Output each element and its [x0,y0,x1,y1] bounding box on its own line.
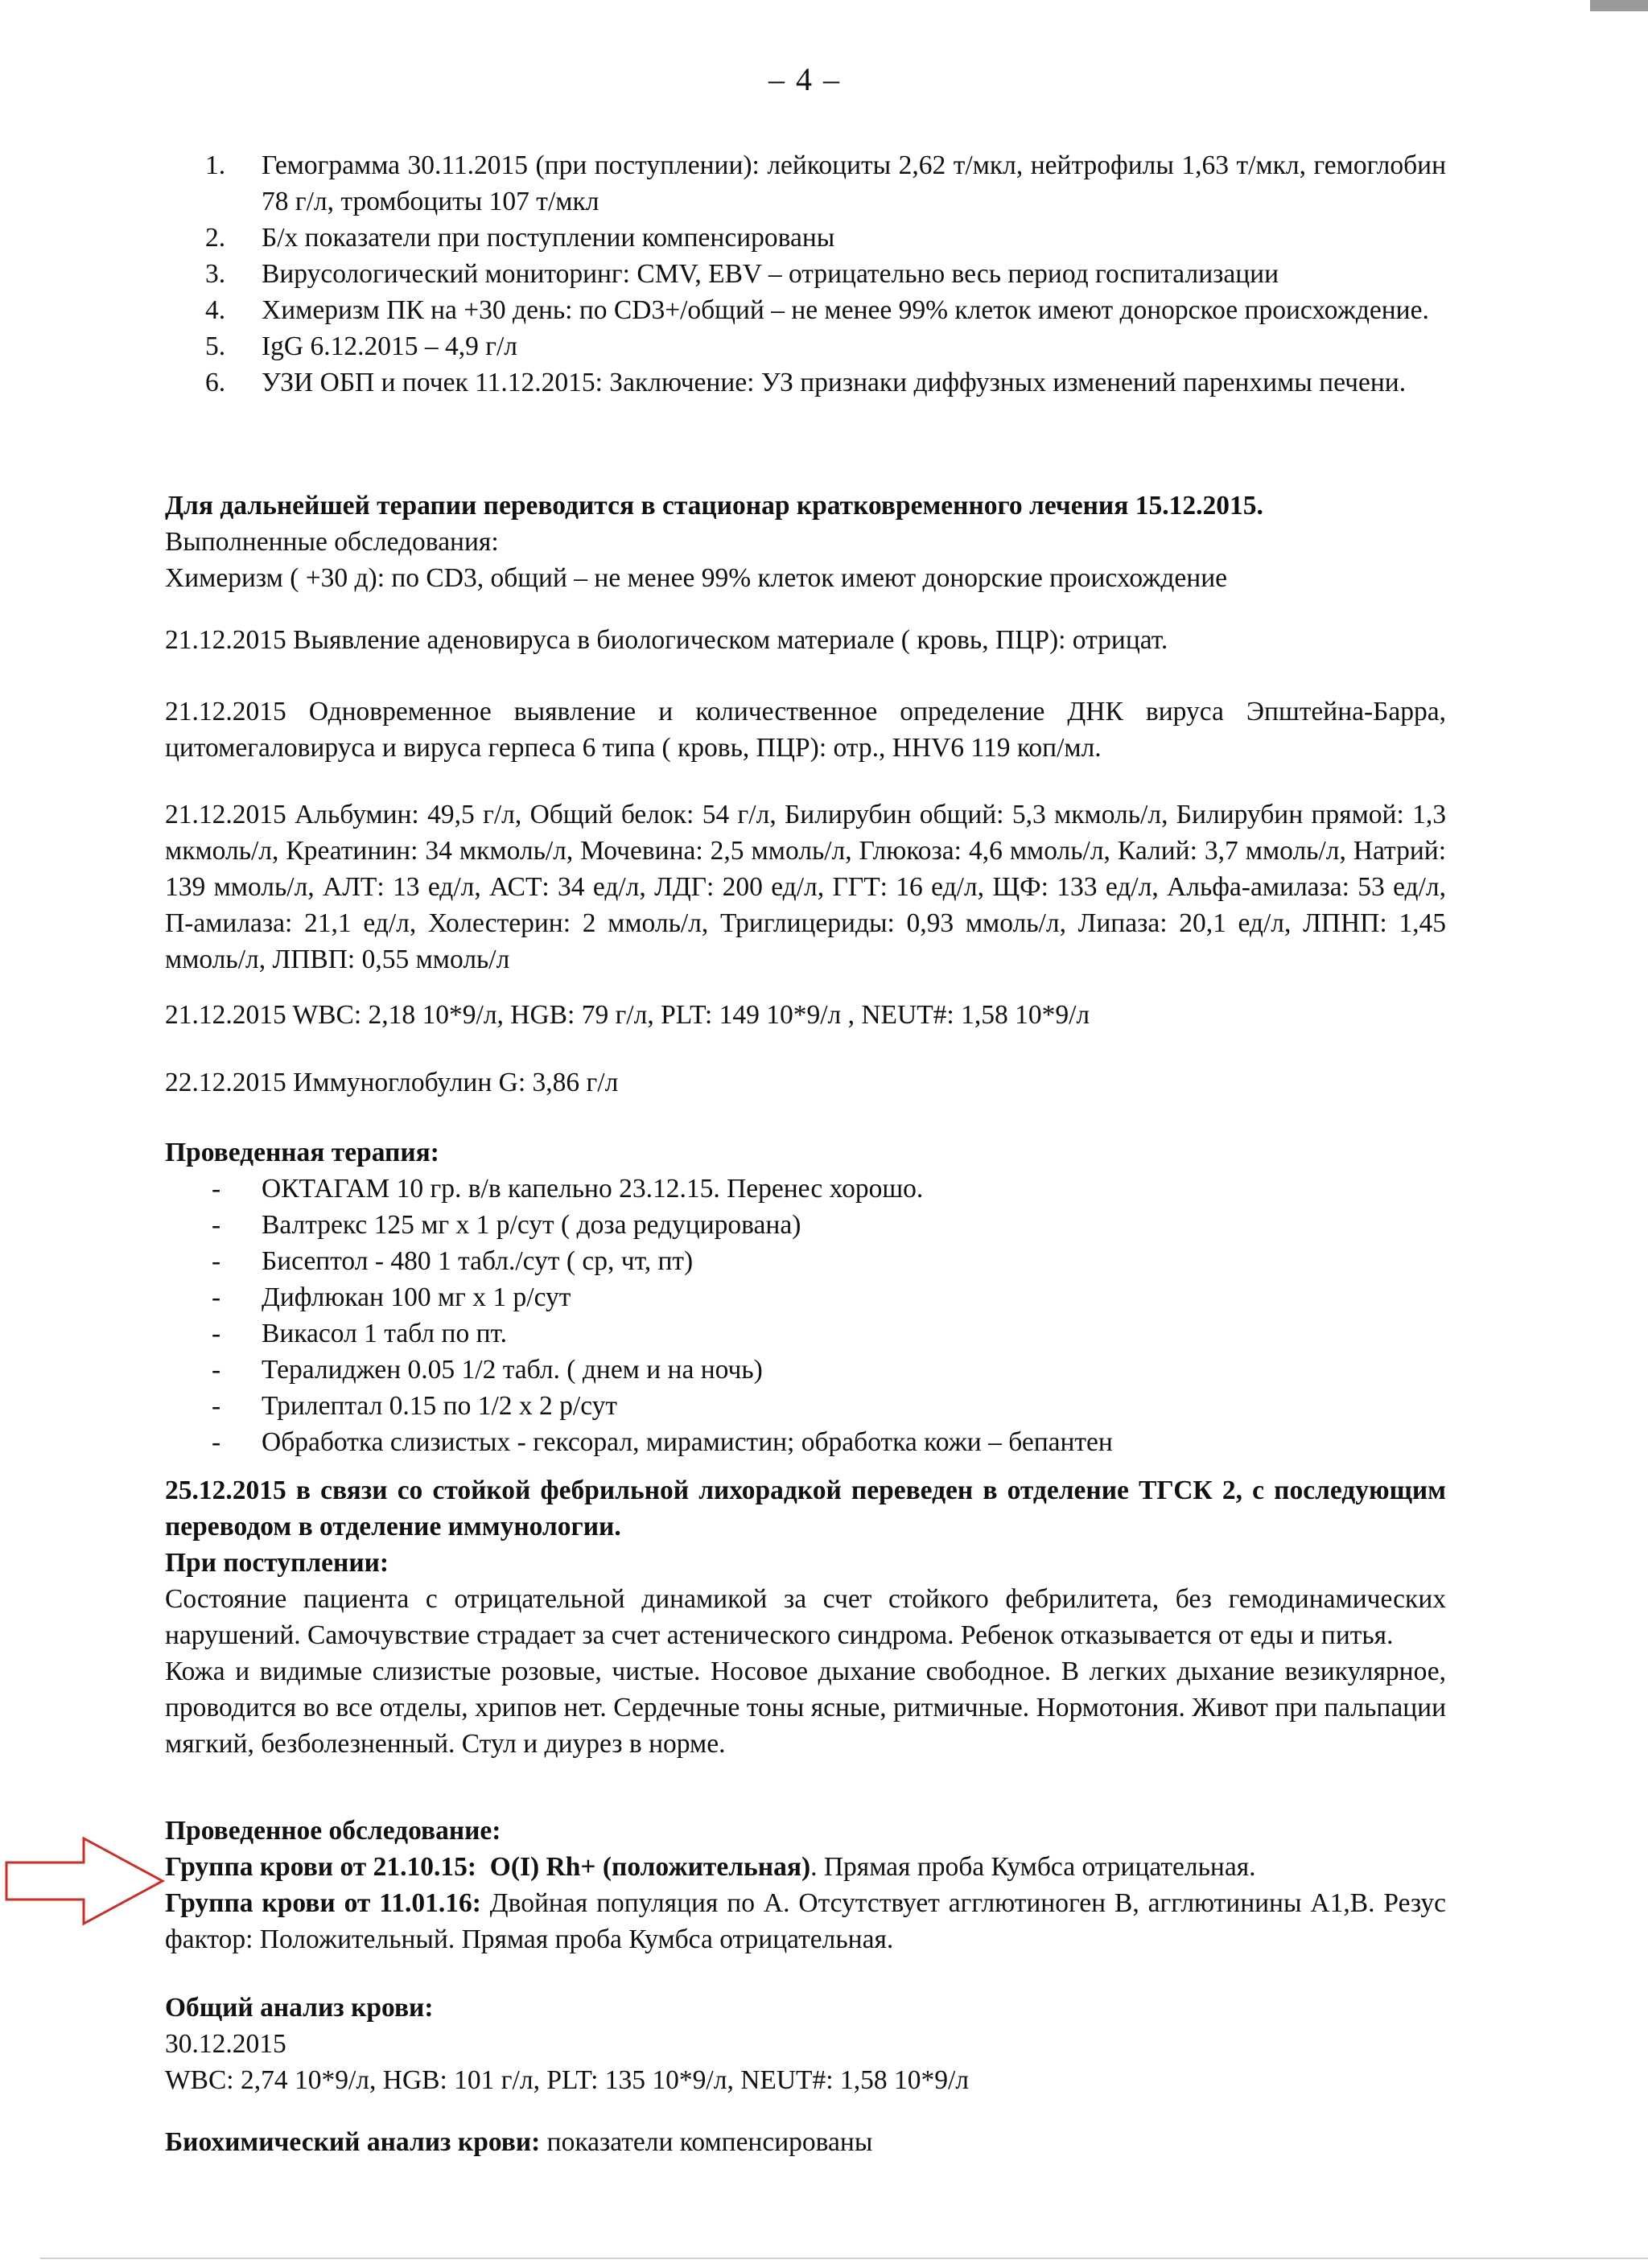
chimerism-result: Химеризм ( +30 д): по CD3, общий – не менее 99% клеток имеют донорские происхождение [165,563,1228,593]
igg-result: 22.12.2015 Иммуноглобулин G: 3,86 г/л [165,1068,619,1097]
done-label: Выполненные обследования: [165,527,499,557]
cbc-result: 21.12.2015 WBC: 2,18 10*9/л, HGB: 79 г/л, PLT: 149 10*9/л , NEUT#: 1,58 10*9/л [165,1000,1090,1030]
biochem2-value: показатели компенсированы [540,2127,873,2157]
therapy-heading: Проведенная терапия: [165,1138,439,1167]
patient-state: Состояние пациента с отрицательной динамикой за счет стойкого фебрилитета, без гемодинамических нарушений. Самочувствие страдает за счет астенического синдрома. Ребенок отказывается от еды и питья. [165,1584,1446,1650]
therapy-list [165,1171,1446,1460]
transfer2-heading: 25.12.2015 в связи со стойкой фебрильной лихорадкой переведен в отделение ТГСК 2, с последующим переводом в отделение иммунологии. [165,1476,1446,1541]
blood-group-1: Группа крови от 21.10.15: O(I) Rh+ (положительная). Прямая проба Кумбса отрицательная. [165,1852,1256,1882]
cbc2-date: 30.12.2015 [165,2029,286,2059]
cbc2-heading: Общий анализ крови: [165,1993,434,2023]
therapy-section [165,1134,1446,1460]
list-item: 6. УЗИ ОБП и почек 11.12.2015: Заключение: УЗ признаки диффузных изменений паренхимы печени. [205,368,1407,397]
findings-list-block [165,147,1446,401]
list-item: 4. Химеризм ПК на +30 день: по CD3+/общий – не менее 99% клеток имеют донорское происхождение. [205,295,1429,325]
list-item: - Обработка слизистых - гексорал, мирамистин; обработка кожи – бепантен [212,1427,1113,1457]
list-item: 1. Гемограмма 30.11.2015 (при поступлении): лейкоциты 2,62 т/мкл, нейтрофилы 1,63 т/мкл, гемоглобин 78 г/л, тромбоциты 107 т/мкл [205,150,1446,216]
cbc2-values: WBC: 2,74 10*9/л, HGB: 101 г/л, PLT: 135 10*9/л, NEUT#: 1,58 10*9/л [165,2065,969,2095]
list-item: - Валтрекс 125 мг х 1 р/сут ( доза редуцирована) [212,1210,801,1240]
adenovirus-result: 21.12.2015 Выявление аденовируса в биологическом материале ( кровь, ПЦР): отрицат. [165,625,1168,655]
biochemistry-result: 21.12.2015 Альбумин: 49,5 г/л, Общий белок: 54 г/л, Билирубин общий: 5,3 мкмоль/л, Билирубин прямой: 1,3 мкмоль/л, Креатинин: 34 мкмоль/л, Мочевина: 2,5 ммоль/л, Глюкоза: 4,6 ммоль/л, Калий: 3,7 ммоль/л, Натрий: 139 ммоль/л, АЛТ: 13 ед/л, АСТ: 34 ед/л, ЛДГ: 200 ед/л, ГГТ: 16 ед/л, ЩФ: 133 ед/л, Альфа-амилаза: 53 ед/л, П-амилаза: 21,1 ед/л, Холестерин: 2 ммоль/л, Триглицериды: 0,93 ммоль/л, Липаза: 20,1 ед/л, ЛПНП: 1,45 ммоль/л, ЛПВП: 0,55 ммоль/л [165,800,1446,974]
physical-exam: Кожа и видимые слизистые розовые, чистые. Носовое дыхание свободное. В легких дыхание везикулярное, проводится во все отделы, хрипов нет. Сердечные тоны ясные, ритмичные. Нормотония. Живот при пальпации мягкий, безболезненный. Стул и диурез в норме. [165,1657,1446,1759]
page-number: – 4 – [768,61,841,97]
list-item: - Трилептал 0.15 по 1/2 х 2 р/сут [212,1391,618,1421]
red-outline-arrow-icon [5,1836,166,1926]
list-item: - Тералиджен 0.05 1/2 табл. ( днем и на ночь) [212,1355,763,1385]
list-item: - Викасол 1 табл по пт. [212,1319,508,1348]
list-item: - Бисептол - 480 1 табл./сут ( ср, чт, пт) [212,1246,694,1276]
examination-section [165,1813,1446,1957]
dna-result: 21.12.2015 Одновременное выявление и количественное определение ДНК вируса Эпштейна-Барра, цитомегаловируса и вируса герпеса 6 типа ( кровь, ПЦР): отр., HHV6 119 коп/мл. [165,697,1446,763]
scan-bottom-edge [40,2258,1648,2259]
biochem2-section [165,2124,1446,2160]
list-item: - ОКТАГАМ 10 гр. в/в капельно 23.12.15. Перенес хорошо. [212,1174,924,1204]
list-item: 3. Вирусологический мониторинг: CMV, EBV – отрицательно весь период госпитализации [205,259,1279,289]
findings-list [165,147,1446,401]
transfer2-section [165,1472,1446,1762]
list-item: - Дифлюкан 100 мг х 1 р/сут [212,1282,571,1312]
transfer-heading: Для дальнейшей терапии переводится в стационар кратковременного лечения 15.12.2015. [165,491,1263,521]
list-item: 2. Б/х показатели при поступлении компенсированы [205,223,835,253]
scan-corner-mark [1590,0,1648,11]
blood-group-2: Группа крови от 11.01.16: Двойная популяция по А. Отсутствует агглютиноген В, агглютинины А1,В. Резус фактор: Положительный. Прямая проба Кумбса отрицательная. [165,1888,1447,1954]
cbc2-section [165,1990,1446,2098]
examination-heading: Проведенное обследование: [165,1816,501,1846]
list-item: 5. IgG 6.12.2015 – 4,9 г/л [205,331,517,361]
admission-label: При поступлении: [165,1548,389,1578]
biochem2-label: Биохимический анализ крови: [165,2127,541,2157]
transfer-section [165,488,1446,596]
